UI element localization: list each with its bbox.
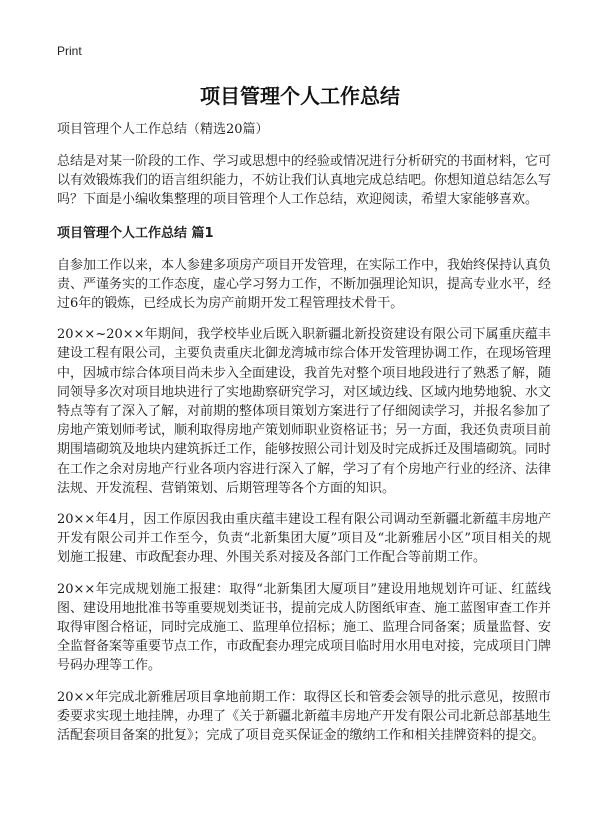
body-paragraph-3: 20××年4月，因工作原因我由重庆蕴丰建设工程有限公司调动至新疆北新蕴丰房地产开发有限公司并工作至今，负责“北新集团大厦”项目及“北新雅居小区”项目相关的规划施工报建、市政配套办理、外围关系对接及各部门工作配合等前期工作。 — [57, 512, 551, 566]
section-heading: 项目管理个人工作总结 篇1 — [57, 225, 214, 241]
body-paragraph-4: 20××年完成规划施工报建：取得“北新集团大厦项目”建设用地规划许可证、红蓝线图、建设用地批准书等重要规划类证书，提前完成人防图纸审查、施工蓝图审查工作并取得审图合格证，同时完成施工、监理单位招标；施工、监理合同备案；质量监督、安全监督备案等重要节点工作，市政配套办理完成项目临时用水用电对接，完成项目门牌号码办理等工作。 — [57, 581, 552, 674]
document-subtitle: 项目管理个人工作总结（精选20篇） — [57, 122, 269, 137]
body-paragraph-2: 20××~20××年期间，我学校毕业后既入职新疆北新投资建设有限公司下属重庆蕴丰建设工程有限公司，主要负责重庆北御龙湾城市综合体开发管理协调工作，在现场管理中，因城市综合体项目尚未步入全面建设，我首先对整个项目地段进行了熟悉了解，随同领导多次对项目地块进行了实地勘察研究学习，对区域边线、区域内地势地貌、水文特点等有了深入了解，对前期的整体项目策划方案进行了仔细阅读学习，并报名参加了房地产策划师考试，顺利取得房地产策划师职业资格证书；另一方面，我还负责项目前期围墙砌筑及地块内建筑拆迁工作，能够按照公司计划及时完成拆迁及围墙砌筑。同时在工作之余对房地产行业各项内容进行深入了解，学习了有个房地产行业的经济、法律法规、开发流程、营销策划、后期管理等各个方面的知识。 — [57, 327, 552, 496]
document-title: 项目管理个人工作总结 — [200, 84, 400, 108]
document-body — [57, 120, 551, 757]
body-paragraph-1: 自参加工作以来，本人参建多项房产项目开发管理，在实际工作中，我始终保持认真负责、严谨务实的工作态度，虚心学习努力工作，不断加强理论知识，提高专业水平，经过6年的锻炼，已经成长为房产前期开发工程管理技术骨干。 — [57, 257, 552, 312]
print-label: Print — [57, 44, 82, 58]
intro-paragraph: 总结是对某一阶段的工作、学习或思想中的经验或情况进行分析研究的书面材料，它可以有效锻炼我们的语言组织能力，不妨让我们认真地完成总结吧。你想知道总结怎么写吗？下面是小编收集整理的项目管理个人工作总结，欢迎阅读，希望大家能够喜欢。 — [57, 154, 552, 208]
body-paragraph-5: 20××年完成北新雅居项目拿地前期工作：取得区长和管委会领导的批示意见，按照市委要求实现土地挂牌，办理了《关于新疆北新蕴丰房地产开发有限公司北新总部基地生活配套项目备案的批复》；完成了项目竞买保证金的缴纳工作和相关挂牌资料的提交。 — [57, 689, 552, 744]
